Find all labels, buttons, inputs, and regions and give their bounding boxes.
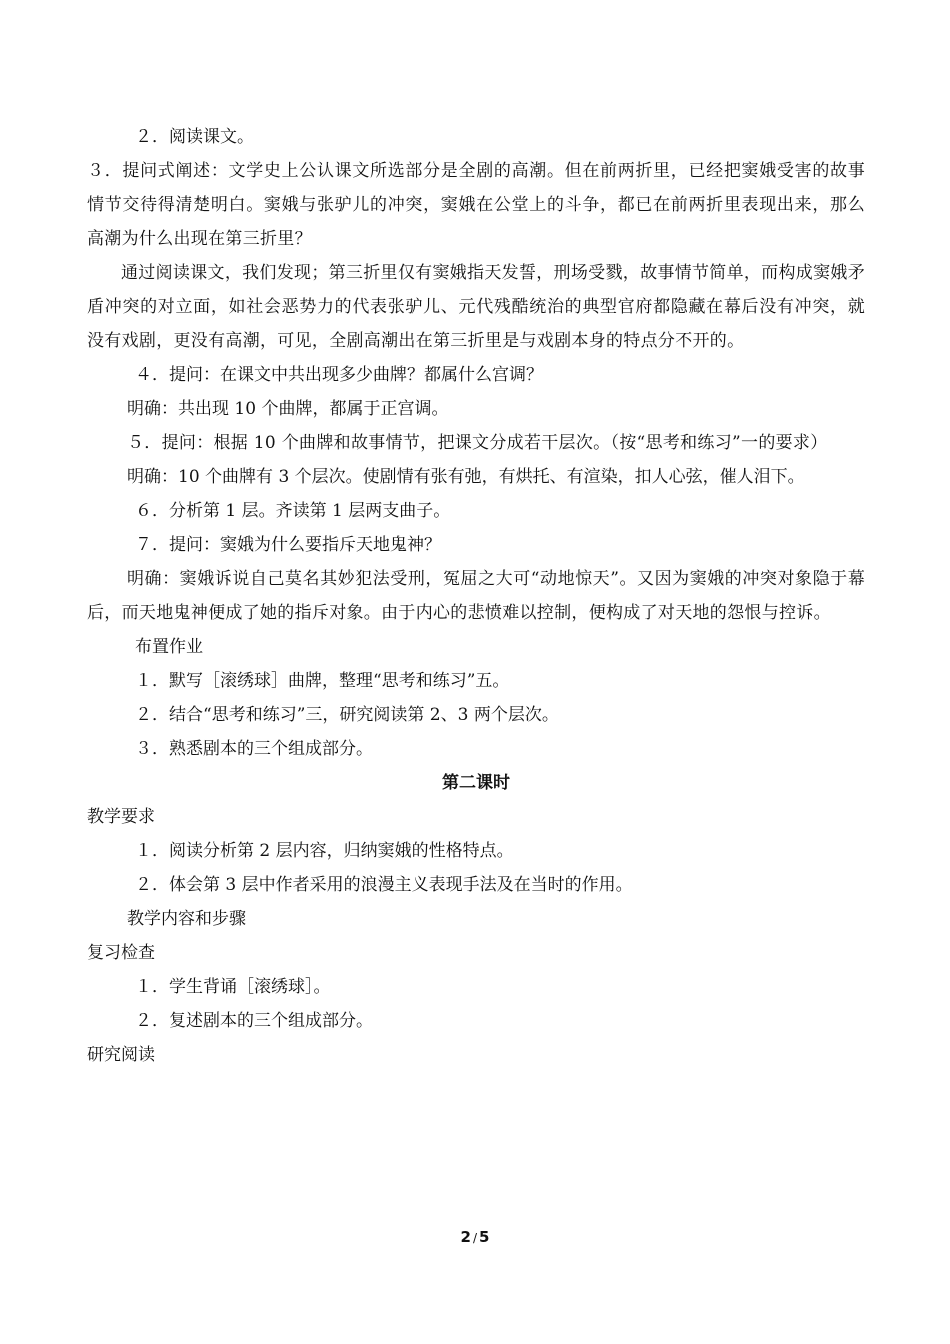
- list-item: ２．体会第 3 层中作者采用的浪漫主义表现手法及在当时的作用。: [135, 875, 633, 895]
- list-item: ２．结合“思考和练习”三，研究阅读第 2、3 两个层次。: [135, 705, 559, 725]
- list-item: １．默写［滚绣球］曲牌，整理“思考和练习”五。: [135, 671, 510, 691]
- paragraph: 明确：窦娥诉说自己莫名其妙犯法受刑，冤屈之大可“动地惊天”。又因为窦娥的冲突对象隐于幕后，而天地鬼神便成了她的指斥对象。由于内心的悲愤难以控制，便构成了对天地的怨恨与控诉。: [87, 569, 865, 623]
- section-label: 复习检查: [87, 943, 155, 963]
- section-label: 教学要求: [87, 807, 155, 827]
- section-label: 布置作业: [135, 637, 203, 657]
- page-number-total: 5: [479, 1228, 490, 1246]
- paragraph: ２．阅读课文。: [135, 127, 254, 147]
- paragraph: ６．分析第 1 层。齐读第 1 层两支曲子。: [135, 501, 451, 521]
- section-label: 研究阅读: [87, 1045, 155, 1065]
- page-number-current: 2: [460, 1228, 471, 1246]
- list-item: ３．熟悉剧本的三个组成部分。: [135, 739, 373, 759]
- paragraph: ３．提问式阐述：文学史上公认课文所选部分是全剧的高潮。但在前两折里，已经把窦娥受害的故事情节交待得清楚明白。窦娥与张驴儿的冲突，窦娥在公堂上的斗争，都已在前两折里表现出来，那么高潮为什么出现在第三折里？: [87, 161, 865, 249]
- paragraph: ５．提问：根据 10 个曲牌和故事情节，把课文分成若干层次。（按“思考和练习”一的要求）: [127, 433, 828, 453]
- list-item: １．阅读分析第 2 层内容，归纳窦娥的性格特点。: [135, 841, 514, 861]
- section-heading: 第二课时: [442, 773, 510, 793]
- paragraph: ４．提问：在课文中共出现多少曲牌？都属什么宫调？: [135, 365, 543, 385]
- paragraph: 明确：10 个曲牌有 3 个层次。使剧情有张有弛，有烘托、有渲染，扣人心弦，催人泪下。: [127, 467, 805, 487]
- paragraph: 通过阅读课文，我们发现；第三折里仅有窦娥指天发誓，刑场受戮，故事情节简单，而构成窦娥矛盾冲突的对立面，如社会恶势力的代表张驴儿、元代残酷统治的典型官府都隐藏在幕后没有冲突，就没有戏剧，更没有高潮，可见，全剧高潮出在第三折里是与戏剧本身的特点分不开的。: [87, 263, 865, 351]
- list-item: １．学生背诵［滚绣球］。: [135, 977, 331, 997]
- paragraph: ７．提问：窦娥为什么要指斥天地鬼神？: [135, 535, 441, 555]
- page-number: [0, 1226, 950, 1249]
- list-item: ２．复述剧本的三个组成部分。: [135, 1011, 373, 1031]
- section-label: 教学内容和步骤: [127, 909, 246, 929]
- document-body: [87, 120, 865, 1072]
- page-number-separator: /: [472, 1231, 478, 1245]
- paragraph: 明确：共出现 10 个曲牌，都属于正宫调。: [127, 399, 449, 419]
